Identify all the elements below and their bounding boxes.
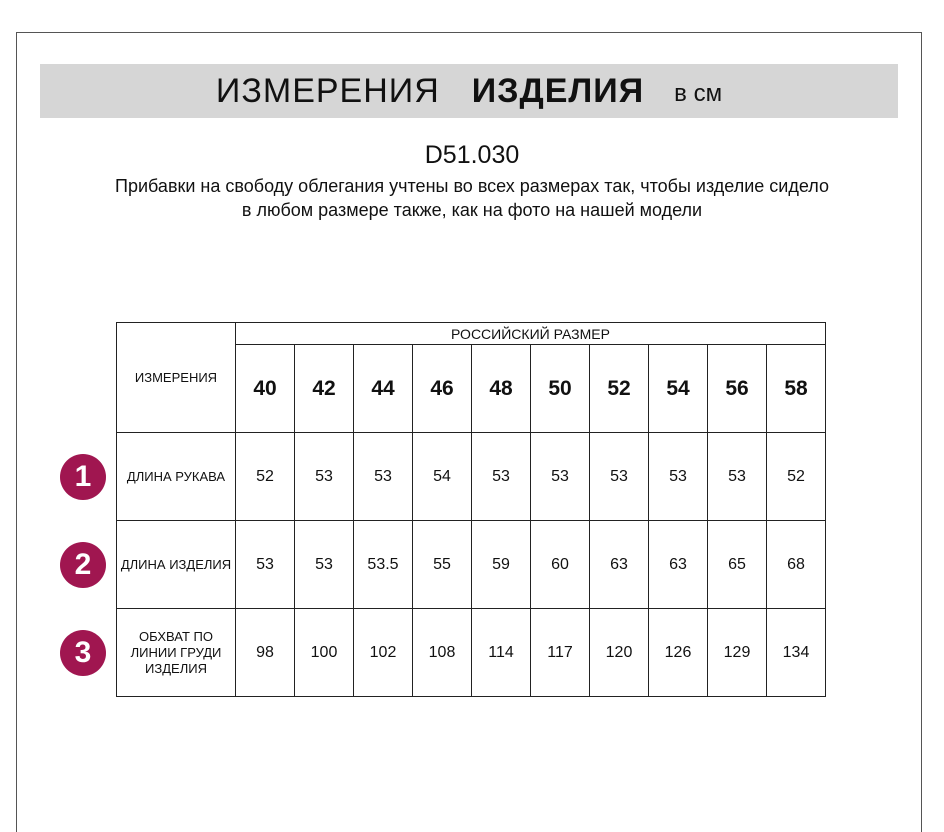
measurement-3-badge: 3 (60, 630, 106, 676)
table-cell: 53 (531, 433, 590, 521)
title-banner (40, 64, 898, 118)
table-cell: 53 (354, 433, 413, 521)
table-cell: 53 (295, 521, 354, 609)
table-cell: 134 (767, 609, 826, 697)
table-cell: 53 (236, 521, 295, 609)
group-header: РОССИЙСКИЙ РАЗМЕР (236, 323, 826, 345)
table-cell: 117 (531, 609, 590, 697)
table-cell: 126 (649, 609, 708, 697)
table-cell: 98 (236, 609, 295, 697)
table-cell: 59 (472, 521, 531, 609)
size-table (116, 322, 826, 697)
title-unit: в см (674, 80, 723, 107)
table-cell: 102 (354, 609, 413, 697)
size-header: 58 (767, 345, 826, 433)
table-cell: 68 (767, 521, 826, 609)
table-cell: 100 (295, 609, 354, 697)
table-cell: 108 (413, 609, 472, 697)
row-label: ДЛИНА РУКАВА (117, 433, 236, 521)
title-part-1: ИЗМЕРЕНИЯ (215, 71, 440, 110)
table-cell: 120 (590, 609, 649, 697)
table-cell: 60 (531, 521, 590, 609)
table-cell: 53 (708, 433, 767, 521)
corner-label: ИЗМЕРЕНИЯ (117, 323, 236, 433)
article-code: D51.030 (424, 141, 520, 169)
table-cell: 53 (649, 433, 708, 521)
row-label: ДЛИНА ИЗДЕЛИЯ (117, 521, 236, 609)
table-cell: 63 (590, 521, 649, 609)
size-header: 40 (236, 345, 295, 433)
table-cell: 53 (295, 433, 354, 521)
size-header: 42 (295, 345, 354, 433)
size-header: 50 (531, 345, 590, 433)
size-header: 48 (472, 345, 531, 433)
table-cell: 55 (413, 521, 472, 609)
fit-note: Прибавки на свободу облегания учтены во всех размерах так, чтобы изделие сидело в любом размере также, как на фото на нашей модели (115, 176, 829, 220)
table-row (117, 521, 826, 609)
table-cell: 53 (590, 433, 649, 521)
table-cell: 114 (472, 609, 531, 697)
table-cell: 52 (236, 433, 295, 521)
size-header: 54 (649, 345, 708, 433)
measurement-2-badge: 2 (60, 542, 106, 588)
title-part-2: ИЗДЕЛИЯ (471, 71, 645, 110)
table-row (117, 609, 826, 697)
row-label: ОБХВАТ ПО ЛИНИИ ГРУДИ ИЗДЕЛИЯ (117, 609, 236, 697)
size-header: 46 (413, 345, 472, 433)
table-cell: 53 (472, 433, 531, 521)
table-cell: 52 (767, 433, 826, 521)
table-cell: 63 (649, 521, 708, 609)
measurement-1-badge: 1 (60, 454, 106, 500)
table-cell: 53.5 (354, 521, 413, 609)
table-cell: 65 (708, 521, 767, 609)
size-header: 52 (590, 345, 649, 433)
table-row (117, 433, 826, 521)
size-header: 56 (708, 345, 767, 433)
table-cell: 54 (413, 433, 472, 521)
table-cell: 129 (708, 609, 767, 697)
size-header: 44 (354, 345, 413, 433)
